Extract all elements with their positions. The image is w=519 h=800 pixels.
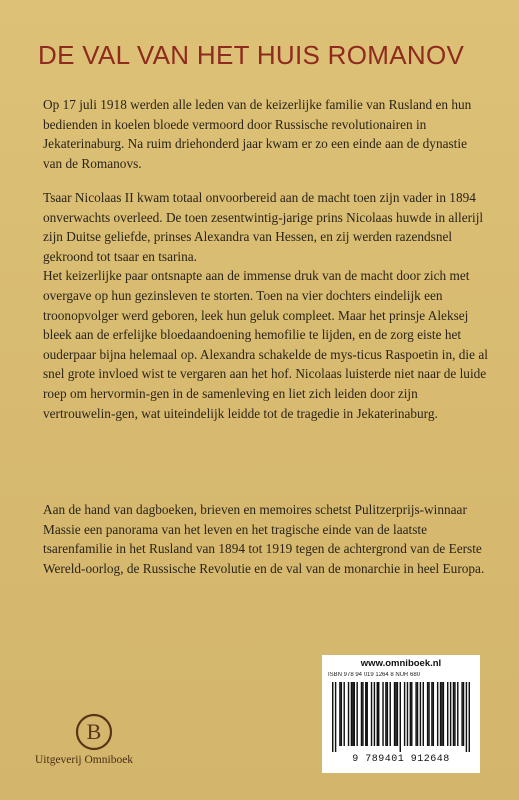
barcode-bar — [352, 682, 353, 746]
barcode-bar — [447, 682, 448, 746]
barcode-bar — [365, 682, 366, 746]
barcode-bar — [341, 682, 342, 746]
blurb-paragraph-2 — [43, 188, 489, 423]
barcode-bar — [415, 682, 416, 746]
barcode-bar — [453, 682, 454, 746]
barcode-digits: 9 789401 912648 — [352, 754, 450, 765]
barcode-bar — [390, 682, 391, 746]
barcode-bar — [367, 682, 368, 746]
barcode-panel — [322, 655, 480, 773]
barcode-bars — [332, 682, 470, 752]
barcode-bar — [423, 682, 424, 746]
barcode-bar — [387, 682, 388, 746]
blurb-paragraph-2a: Tsaar Nicolaas II kwam totaal onvoorbereid aan de macht toen zijn vader in 1894 onverwachts overleed. De toen zesentwintig-jarige prins Nicolaas huwde in allerijl zijn Duitse geliefde, prinses Alexandra van Hessen, en zij werden razendsnel gekroond tot tsaar en tsarina. — [43, 190, 484, 264]
barcode-bar — [410, 682, 411, 746]
barcode-bar — [466, 682, 467, 752]
barcode-bar — [443, 682, 444, 746]
publisher-name: Uitgeverij Omniboek — [35, 754, 134, 766]
barcode-bar — [377, 682, 378, 746]
barcode-bar — [348, 682, 349, 746]
barcode-bar — [450, 682, 451, 746]
barcode-bar — [339, 682, 340, 746]
barcode-bar — [420, 682, 421, 746]
barcode-bar — [394, 682, 395, 746]
barcode-bar — [440, 682, 441, 746]
barcode-bar — [344, 682, 345, 746]
barcode-bar — [463, 682, 464, 746]
barcode-bar — [378, 682, 379, 746]
publisher-logo-icon — [74, 712, 114, 752]
barcode-bar — [461, 682, 462, 746]
blurb-paragraph-3: Aan de hand van dagboeken, brieven en memoires schetst Pulitzerprijs-winnaar Massie een panorama van het leven en het tragische einde van de laatste tsarenfamilie in het Rusland van 1894 tot 1919 tegen de achtergrond van de Eerste Wereld-oorlog, de Russische Revolutie en de val van de monarchie in heel Europa. — [43, 502, 485, 576]
barcode-bar — [454, 682, 455, 746]
barcode-bar — [385, 682, 386, 746]
barcode-bar — [356, 682, 357, 746]
publisher-logo-letter: B — [86, 719, 102, 744]
barcode-bar — [397, 682, 398, 746]
barcode-bar — [395, 682, 396, 746]
barcode-bar — [428, 682, 429, 746]
barcode-bar — [433, 682, 434, 746]
publisher-url: www.omniboek.nl — [360, 658, 442, 669]
barcode-bar — [427, 682, 428, 746]
book-title: DE VAL VAN HET HUIS ROMANOV — [38, 40, 465, 70]
isbn-line: ISBN 978 94 019 1264 8 NUR 680 — [328, 672, 421, 678]
barcode-bar — [437, 682, 438, 746]
barcode-bar — [407, 682, 408, 746]
barcode-bar — [441, 682, 442, 746]
blurb-paragraph-2b: Het keizerlijke paar ontsnapte aan de immense druk van de macht door zich met overgave op hun gezinsleven te storten. Toen na vier dochters eindelijk een troonopvolger werd geboren, leek hun geluk compleet. Maar het prinsje Aleksej bleek aan de erfelijke bloedaandoening hemofilie te lijden, en de zorg eiste het ouderpaar bijna helemaal op. Alexandra schakelde de mys-ticus Raspoetin in, die al snel grote invloed wist te vergaren aan het hof. Nicolaas luisterde niet naar de luide roep om hervormin-gen in de samenleving en liet zich leiden door zijn vertrouwelin-gen, wat uiteindelijk leidde tot de tragedie in Jekaterinaburg. — [43, 268, 488, 421]
barcode-bar — [431, 682, 432, 746]
barcode-bar — [354, 682, 355, 746]
barcode-bar — [417, 682, 418, 746]
barcode-bar — [374, 682, 375, 746]
barcode-bar — [335, 682, 336, 752]
barcode-bar — [411, 682, 412, 746]
barcode-bar — [332, 682, 333, 752]
barcode-bar — [351, 682, 352, 746]
barcode-bar — [404, 682, 405, 746]
barcode-bar — [362, 682, 363, 746]
barcode-bar — [382, 682, 383, 746]
barcode-bar — [457, 682, 458, 746]
barcode-bar — [400, 682, 401, 752]
barcode-bar — [361, 682, 362, 746]
blurb-paragraph-1: Op 17 juli 1918 werden alle leden van de keizerlijke familie van Rusland en hun bedienden in koelen bloede vermoord door Russische revolutionairen in Jekaterinaburg. Na ruim driehonderd jaar kwam er zo een einde aan de dynastie van de Romanovs. — [43, 97, 472, 171]
barcode-bar — [469, 682, 470, 752]
barcode-bar — [371, 682, 372, 746]
